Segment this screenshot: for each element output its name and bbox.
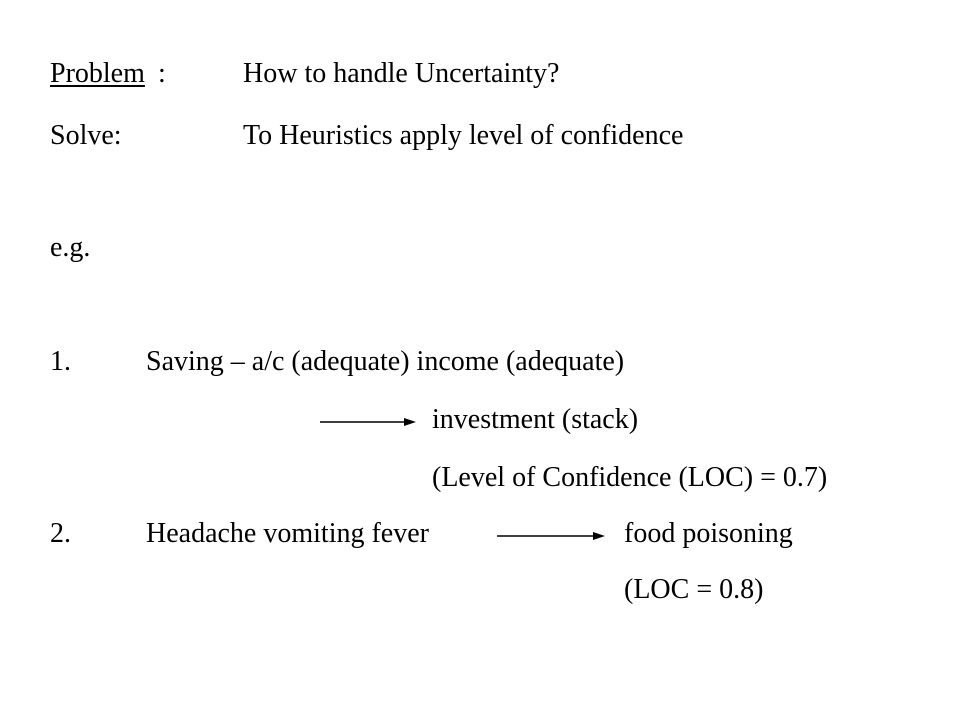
solve-text: To Heuristics apply level of confidence xyxy=(243,120,684,151)
item-1-conclusion: investment (stack) xyxy=(432,404,639,435)
problem-text: How to handle Uncertainty? xyxy=(243,58,560,89)
right-arrow-icon xyxy=(497,528,609,544)
right-arrow-icon xyxy=(320,414,420,430)
item-1-confidence: (Level of Confidence (LOC) = 0.7) xyxy=(432,462,828,493)
item-2-number: 2. xyxy=(50,518,71,549)
item-2-premise: Headache vomiting fever xyxy=(146,518,429,549)
item-1-number: 1. xyxy=(50,346,71,377)
item-2-confidence: (LOC = 0.8) xyxy=(624,574,764,605)
item-1-premise: Saving – a/c (adequate) income (adequate) xyxy=(146,346,625,377)
item-2-conclusion: food poisoning xyxy=(624,518,793,549)
solve-label: Solve: xyxy=(50,120,122,151)
problem-colon: : xyxy=(158,58,166,89)
problem-label: Problem xyxy=(50,58,145,89)
example-label: e.g. xyxy=(50,232,91,263)
